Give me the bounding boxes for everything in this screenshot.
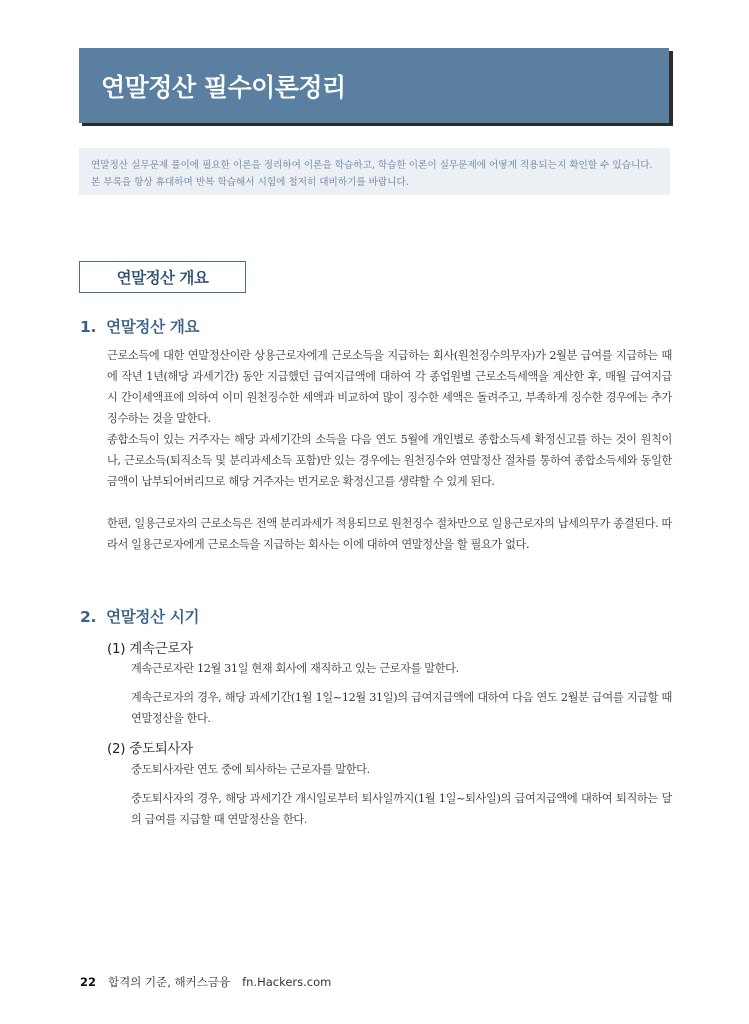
heading-2-number: 2. — [80, 608, 97, 626]
heading-2 — [80, 605, 199, 627]
subheading-1: (1) 계속근로자 — [107, 641, 193, 657]
s2-sub2-paragraph-1: 중도퇴사자란 연도 중에 퇴사하는 근로자를 말한다. — [131, 763, 370, 776]
s2-sub1-paragraph-2: 계속근로자의 경우, 해당 과세기간(1월 1일~12월 31일)의 급여지급액에 대하여 다음 연도 2월분 급여를 지급할 때 연말정산을 한다. — [131, 691, 672, 725]
footer-url: fn.Hackers.com — [242, 975, 332, 989]
footer-slogan: 합격의 기준, 해커스금융 — [108, 975, 231, 989]
subheading-2: (2) 중도퇴사자 — [107, 741, 193, 757]
s1-paragraph-2: 종합소득이 있는 거주자는 해당 과세기간의 소득을 다음 연도 5월에 개인별로 종합소득세 확정신고를 하는 것이 원칙이나, 근로소득(퇴직소득 및 분리과세소득 포함)만 있는 경우에는 원천징수와 연말정산 절차를 통하여 종합소득세와 동일한 금액이 납부되어버리므로 해당 거주자는 번거로운 확정신고를 생략할 수 있게 된다. — [107, 433, 672, 488]
chapter-title-banner — [79, 48, 669, 123]
heading-1-title: 연말정산 개요 — [106, 318, 200, 336]
heading-1-number: 1. — [80, 318, 97, 336]
s2-sub1-paragraph-1: 계속근로자란 12월 31일 현재 회사에 재직하고 있는 근로자를 말한다. — [131, 662, 459, 675]
chapter-title: 연말정산 필수이론정리 — [101, 72, 346, 102]
page-footer — [80, 974, 331, 990]
s2-sub2-paragraph-2: 중도퇴사자의 경우, 해당 과세기간 개시일로부터 퇴사일까지(1월 1일~퇴사일)의 급여지급액에 대하여 퇴직하는 달의 급여를 지급할 때 연말정산을 한다. — [131, 792, 672, 826]
section-heading-box — [79, 261, 246, 293]
s1-paragraph-3: 한편, 일용근로자의 근로소득은 전액 분리과세가 적용되므로 원천징수 절차만으로 일용근로자의 납세의무가 종결된다. 따라서 일용근로자에게 근로소득을 지급하는 회사는 이에 대하여 연말정산을 할 필요가 없다. — [107, 517, 672, 551]
heading-2-title: 연말정산 시기 — [106, 608, 200, 626]
s1-paragraph-1: 근로소득에 대한 연말정산이란 상용근로자에게 근로소득을 지급하는 회사(원천징수의무자)가 2월분 급여를 지급하는 때에 작년 1년(해당 과세기간) 동안 지급했던 급여지급액에 대하여 각 종업원별 근로소득세액을 계산한 후, 매월 급여지급 시 간이세액표에 의하여 이미 원천징수한 세액과 비교하여 많이 징수한 세액은 돌려주고, 부족하게 징수한 경우에는 추가징수하는 것을 말한다. — [107, 349, 672, 425]
heading-1 — [80, 315, 199, 337]
section-heading: 연말정산 개요 — [116, 269, 209, 287]
intro-box: 연말정산 실무문제 풀이에 필요한 이론을 정리하여 이론을 학습하고, 학습한 이론이 실무문제에 어떻게 적용되는지 확인할 수 있습니다. 본 부록을 항상 휴대하며 반복 학습해서 시험에 철저히 대비하기를 바랍니다. — [79, 148, 670, 195]
page-number: 22 — [80, 975, 97, 989]
